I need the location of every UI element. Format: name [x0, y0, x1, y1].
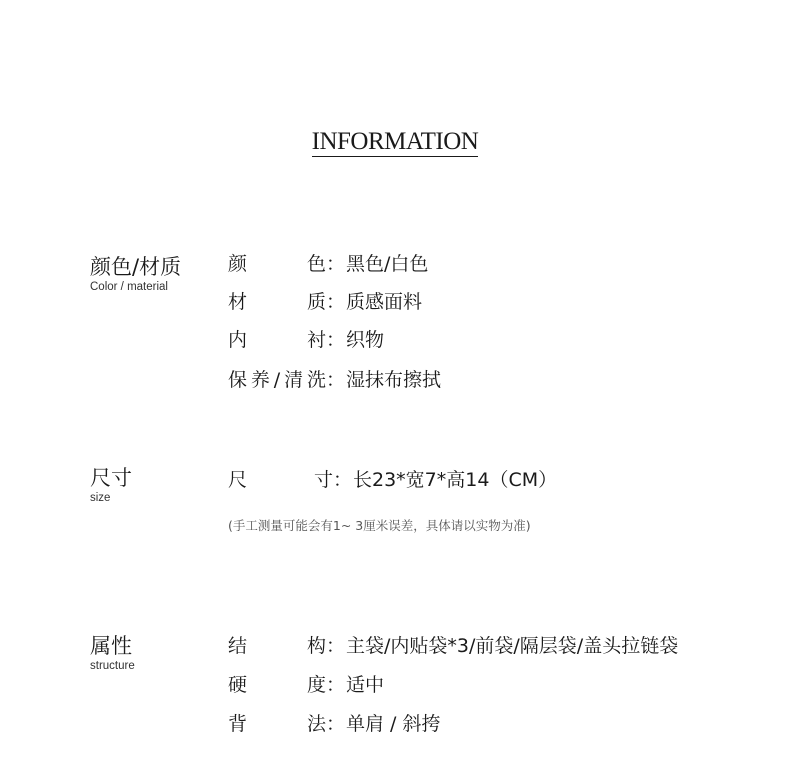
size-note: (手工测量可能会有1~ 3厘米误差，具体请以实物为准) — [228, 518, 531, 533]
info-value: 湿抹布擦拭 — [346, 369, 442, 391]
info-row-size — [228, 466, 557, 494]
info-row-care — [228, 366, 441, 394]
info-value: 单肩 / 斜挎 — [346, 713, 441, 735]
info-key: 硬度 — [228, 674, 326, 696]
info-value: 质感面料 — [346, 291, 423, 313]
info-colon: ： — [326, 713, 346, 735]
info-value: 长23*宽7*高14（CM） — [353, 469, 558, 491]
info-value: 黑色/白色 — [346, 253, 429, 275]
info-row-hardness — [228, 671, 384, 699]
info-key: 背法 — [228, 713, 326, 735]
info-colon: ： — [333, 469, 353, 491]
section-label-zh: 尺寸 — [90, 466, 132, 490]
info-row-material — [228, 288, 422, 316]
info-row-carry-style — [228, 710, 440, 738]
info-value: 适中 — [346, 674, 385, 696]
info-colon: ： — [326, 253, 346, 275]
info-key: 内衬 — [228, 329, 326, 351]
info-value: 织物 — [346, 329, 385, 351]
page-title-text: INFORMATION — [311, 128, 479, 155]
info-colon: ： — [326, 329, 346, 351]
info-key: 颜色 — [228, 253, 326, 275]
section-label-zh: 属性 — [90, 634, 132, 658]
info-key: 保养/清洗 — [228, 369, 326, 391]
section-label-color-material — [90, 254, 181, 294]
info-colon: ： — [326, 291, 346, 313]
info-key: 材质 — [228, 291, 326, 313]
info-value: 主袋/内贴袋*3/前袋/隔层袋/盖头拉链袋 — [346, 635, 679, 657]
section-label-en: size — [90, 492, 111, 504]
section-label-en: structure — [90, 660, 135, 672]
info-colon: ： — [326, 674, 346, 696]
info-colon: ： — [326, 635, 346, 657]
info-row-color — [228, 250, 428, 278]
info-row-structure — [228, 632, 678, 660]
info-colon: ： — [326, 369, 346, 391]
section-label-zh: 颜色/材质 — [90, 255, 182, 279]
page-title — [0, 128, 790, 156]
info-row-lining — [228, 326, 384, 354]
section-label-en: Color / material — [90, 281, 168, 293]
section-label-structure — [90, 633, 135, 673]
section-label-size — [90, 465, 132, 505]
info-key: 结构 — [228, 635, 326, 657]
info-key: 尺寸 — [228, 469, 333, 491]
